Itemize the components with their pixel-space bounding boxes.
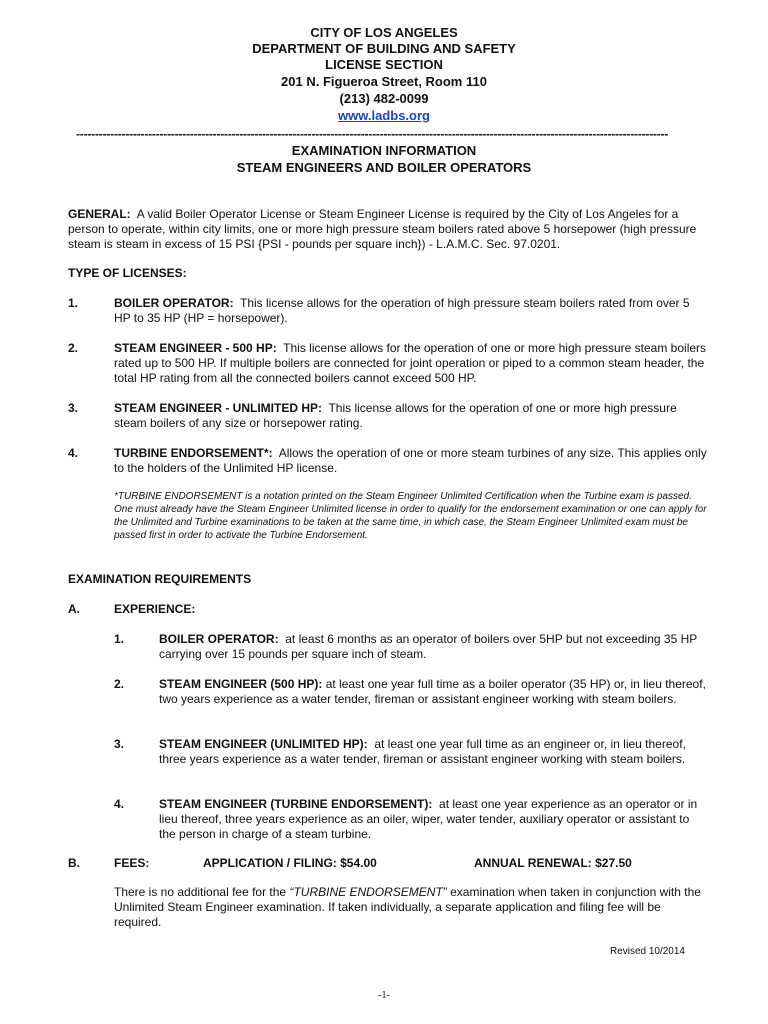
fees-paragraph (114, 885, 708, 930)
application-fee: APPLICATION / FILING: $54.00 (203, 856, 377, 870)
header-section: LICENSE SECTION (325, 57, 443, 72)
experience-number: 1. (114, 632, 125, 646)
experience-text: at least 6 months as an operator of boilers over 5HP but not exceeding 35 HP carrying over 15 pounds per square inch of steam. (159, 632, 698, 661)
doc-subtitle: STEAM ENGINEERS AND BOILER OPERATORS (236, 160, 532, 175)
header-department: DEPARTMENT OF BUILDING AND SAFETY (252, 41, 516, 56)
license-text: This license allows for the operation of one or more high pressure steam boilers rated up to 500 HP. If multiple boilers are connected for joint operation or piped to a common steam header, the total HP rating from all the connected boilers cannot exceed 500 HP. (114, 341, 707, 385)
license-text: This license allows for the operation of one or more high pressure steam boilers of any size or horsepower rating. (114, 401, 677, 430)
experience-number: 4. (114, 797, 125, 811)
fees-text-post: examination when taken in conjunction with the Unlimited Steam Engineer examination. If taken individually, a separate application and filing fee will be required. (114, 885, 701, 929)
section-letter: A. (68, 602, 80, 616)
experience-item-turbine (159, 797, 708, 842)
license-text: This license allows for the operation of high pressure steam boilers rated from over 5 HP to 35 HP (HP = horsepower). (114, 296, 690, 325)
license-item-boiler-operator (114, 296, 708, 326)
header-address: 201 N. Figueroa Street, Room 110 (281, 74, 487, 89)
license-number: 1. (68, 296, 79, 310)
experience-item-steam-unlimited (159, 737, 708, 767)
general-paragraph (68, 207, 708, 252)
license-label: STEAM ENGINEER - 500 HP: (114, 341, 277, 355)
license-label: BOILER OPERATOR: (114, 296, 234, 310)
fees-heading: FEES: (114, 856, 150, 870)
license-text: Allows the operation of one or more steam turbines of any size. This applies only to the holders of the Unlimited HP license. (114, 446, 707, 475)
general-text: A valid Boiler Operator License or Steam Engineer License is required by the City of Los Angeles for a person to operate, within city limits, one or more high pressure steam boilers rated above 5 horsepower (high pressure steam is steam in excess of 15 PSI {PSI - pounds per square inch}) - L.A.M.C. Sec. 97.0201. (68, 207, 697, 251)
experience-label: STEAM ENGINEER (500 HP): (159, 677, 323, 691)
experience-label: BOILER OPERATOR: (159, 632, 279, 646)
types-heading: TYPE OF LICENSES: (68, 266, 187, 280)
license-item-steam-engineer-500 (114, 341, 708, 386)
revision-date: Revised 10/2014 (609, 946, 685, 957)
page-number: -1- (378, 990, 390, 1001)
experience-text: at least one year full time as an engineer or, in lieu thereof, three years experience as a water tender, fireman or assistant engineer working with steam boilers. (159, 737, 686, 766)
license-label: STEAM ENGINEER - UNLIMITED HP: (114, 401, 323, 415)
license-item-steam-engineer-unlimited (114, 401, 708, 431)
license-item-turbine-endorsement (114, 446, 708, 476)
experience-label: STEAM ENGINEER (TURBINE ENDORSEMENT): (159, 797, 433, 811)
header-divider: ------------------------------------------------------------------------------------------------------------------------------------------------------------ (76, 128, 669, 140)
experience-item-steam-500 (159, 677, 708, 707)
experience-item-boiler-operator (159, 632, 708, 662)
renewal-fee: ANNUAL RENEWAL: $27.50 (474, 856, 632, 870)
doc-title: EXAMINATION INFORMATION (291, 143, 477, 158)
experience-text: at least one year experience as an operator or in lieu thereof, three years experience as an oiler, wiper, water tender, auxiliary operator or assistant to the person in charge of a steam turbine. (159, 797, 698, 841)
license-number: 2. (68, 341, 79, 355)
experience-text: at least one year full time as a boiler operator (35 HP) or, in lieu thereof, two years experience as a water tender, fireman or assistant engineer working with steam boilers. (159, 677, 706, 706)
header-city: CITY OF LOS ANGELES (310, 25, 458, 40)
license-number: 4. (68, 446, 79, 460)
license-number: 3. (68, 401, 79, 415)
section-letter: B. (68, 856, 80, 870)
license-label: TURBINE ENDORSEMENT*: (114, 446, 273, 460)
experience-number: 3. (114, 737, 125, 751)
general-label: GENERAL: (68, 207, 131, 221)
header-website-row (0, 108, 768, 124)
experience-heading: EXPERIENCE: (114, 602, 196, 616)
header-phone: (213) 482-0099 (339, 91, 429, 106)
turbine-footnote: *TURBINE ENDORSEMENT is a notation printed on the Steam Engineer Unlimited Certification when the Turbine exam is passed. One must already have the Steam Engineer Unlimited license in order to qualify for the endorsement examination or one can apply for the Unlimited and Turbine examinations to be taken at the same time, in which case, the Steam Engineer Unlimited exam must be passed first in order to activate the Turbine Endorsement. (114, 491, 707, 541)
experience-number: 2. (114, 677, 125, 691)
experience-label: STEAM ENGINEER (UNLIMITED HP): (159, 737, 368, 751)
fees-text-pre: There is no additional fee for the (114, 885, 290, 899)
fees-text-emphasis: “TURBINE ENDORSEMENT” (289, 885, 447, 899)
requirements-heading: EXAMINATION REQUIREMENTS (68, 572, 252, 586)
website-link[interactable]: www.ladbs.org (338, 108, 430, 123)
